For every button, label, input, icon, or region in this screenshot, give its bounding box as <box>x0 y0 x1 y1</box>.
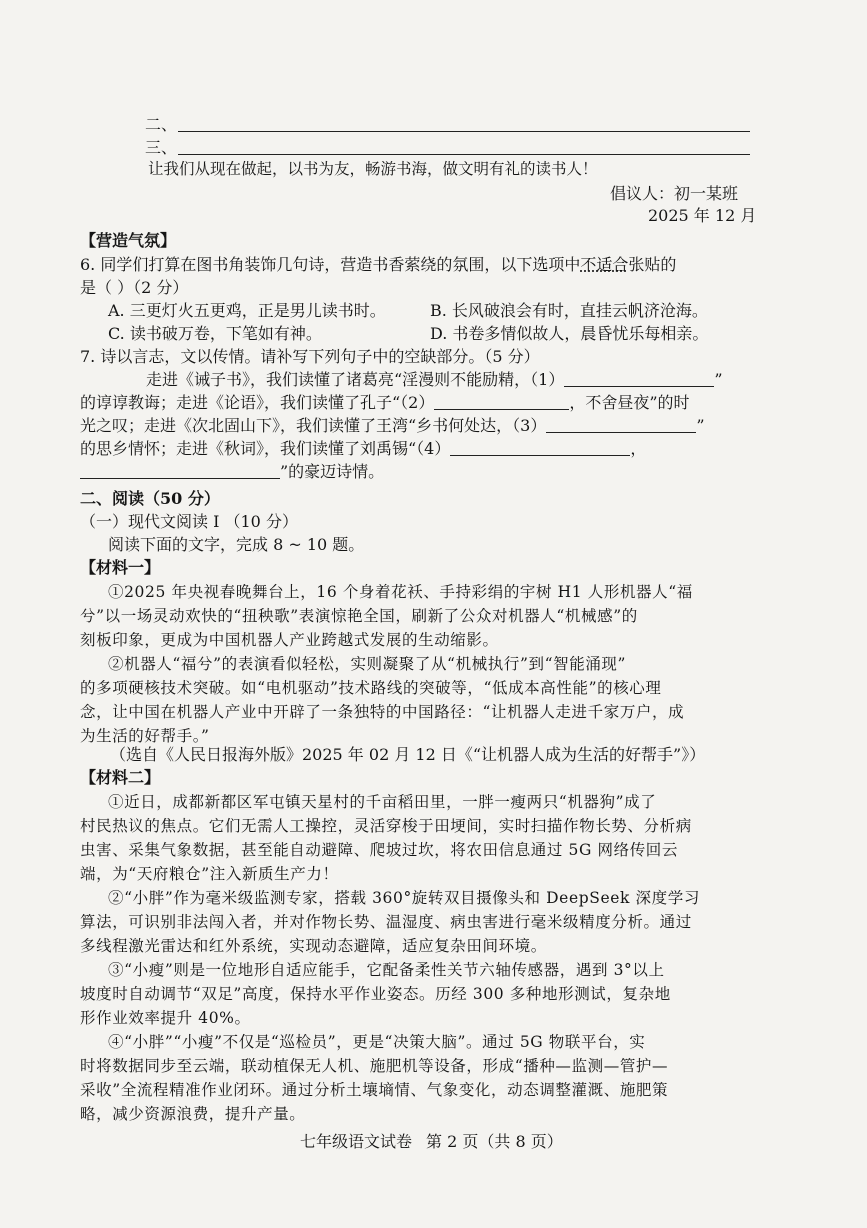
reading-instruction: 阅读下面的文字，完成 8 ~ 10 题。 <box>108 535 365 554</box>
emphasis-not-suitable: 不适合 <box>580 255 629 274</box>
material-2-p4-l3: 采收”全流程精准作业闭环。通过分析土壤墒情、气象变化，动态调整灌溉、施肥策 <box>80 1081 669 1099</box>
section-heading-reading: 二、阅读（50 分） <box>80 489 220 508</box>
question-6-option-d: D. 书卷多情似故人，晨昏忧乐每相亲。 <box>430 324 709 343</box>
question-6-answer-blank[interactable]: 是（ ）（2 分） <box>80 278 189 297</box>
material-1-p1-l3: 刻板印象，更成为中国机器人产业跨越式发展的生动缩影。 <box>80 631 499 649</box>
blank-3[interactable] <box>546 416 696 433</box>
material-2-title: 【材料二】 <box>80 768 161 787</box>
material-2-p2-l1: ②“小胖”作为毫米级监测专家，搭载 360°旋转双目摄像头和 DeepSeek 深度学习 <box>108 889 700 907</box>
question-7-stem: 7. 诗以言志，文以传情。请补写下列句子中的空缺部分。（5 分） <box>80 347 540 366</box>
question-7-line-5: ”的豪迈诗情。 <box>80 461 384 483</box>
material-2-p3-l3: 形作业效率提升 40%。 <box>80 1009 251 1027</box>
question-6-option-a: A. 三更灯火五更鸡，正是男儿读书时。 <box>108 301 386 320</box>
question-7-line-4: 的思乡情怀；走进《秋词》，我们读懂了刘禹锡“（4） ， <box>80 439 647 458</box>
answer-line-3 <box>178 154 750 155</box>
material-2-p3-l2: 坡度时自动调节“双足”高度，保持水平作业姿态。历经 300 多种地形测试，复杂地 <box>80 985 671 1003</box>
blank-4-cont[interactable] <box>80 462 280 479</box>
proposal-signer: 倡议人：初一某班 <box>610 184 739 203</box>
footer-page-number: 第 2 页（共 8 页） <box>426 1132 563 1151</box>
proposal-date: 2025 年 12 月 <box>648 206 757 225</box>
material-2-p2-l2: 算法，可识别非法闯入者，并对作物长势、温湿度、病虫害进行毫米级精度分析。通过 <box>80 913 692 931</box>
material-2-p1-l4: 端，为“天府粮仓”注入新质生产力！ <box>80 865 339 883</box>
question-7-line-2: 的谆谆教诲；走进《论语》，我们读懂了孔子“（2） ，不舍昼夜”的时 <box>80 393 690 412</box>
material-1-p2-l2: 的多项硬核技术突破。如“电机驱动”技术路线的突破等，“低成本高性能”的核心理 <box>80 679 662 697</box>
blank-1[interactable] <box>564 370 714 387</box>
proposal-item-2: 二、 <box>145 115 178 134</box>
answer-line-2 <box>178 131 750 132</box>
question-6-stem: 6. 同学们打算在图书角装饰几句诗，营造书香萦绕的氛围，以下选项中不适合张贴的 <box>80 255 677 274</box>
material-2-p4-l1: ④“小胖”“小瘦”不仅是“巡检员”，更是“决策大脑”。通过 5G 物联平台，实 <box>108 1033 646 1051</box>
proposal-item-3: 三、 <box>145 138 178 157</box>
material-1-p2-l1: ②机器人“福兮”的表演看似轻松，实则凝聚了从“机械执行”到“智能涌现” <box>108 655 627 673</box>
question-7-line-3: 光之叹；走进《次北固山下》，我们读懂了王湾“乡书何处达，（3） ” <box>80 416 705 435</box>
material-2-p1-l2: 村民热议的焦点。它们无需人工操控，灵活穿梭于田埂间，实时扫描作物长势、分析病 <box>80 817 692 835</box>
material-2-p1-l1: ①近日，成都新都区军屯镇天星村的千亩稻田里，一胖一瘦两只“机器狗”成了 <box>108 793 657 811</box>
blank-4[interactable] <box>450 439 630 456</box>
material-1-p2-l4: 为生活的好帮手。” <box>80 727 210 745</box>
proposal-closing: 让我们从现在做起，以书为友，畅游书海，做文明有礼的读书人！ <box>148 160 598 178</box>
reading-subheading: （一）现代文阅读 I （10 分） <box>80 512 298 531</box>
material-2-p4-l4: 略，减少资源浪费，提升产量。 <box>80 1105 306 1123</box>
material-1-source: （选自《人民日报海外版》2025 年 02 月 12 日《“让机器人成为生活的好帮手”》） <box>110 745 706 764</box>
material-2-p3-l1: ③“小瘦”则是一位地形自适应能手，它配备柔性关节六轴传感器，遇到 3°以上 <box>108 961 665 979</box>
question-7-line-1: 走进《诫子书》，我们读懂了诸葛亮“淫漫则不能励精，（1） ” <box>146 370 723 389</box>
material-1-p1-l2: 兮”以一场灵动欢快的“扭秧歌”表演惊艳全国，刷新了公众对机器人“机械感”的 <box>80 607 638 625</box>
material-1-p2-l3: 念，让中国在机器人产业中开辟了一条独特的中国路径：“让机器人走进千家万户，成 <box>80 703 685 721</box>
material-2-p2-l3: 多线程激光雷达和红外系统，实现动态避障，适应复杂田间环境。 <box>80 937 547 955</box>
material-2-p1-l3: 虫害、采集气象数据，甚至能自动避障、爬坡过坎，将农田信息通过 5G 网络传回云 <box>80 841 678 859</box>
material-2-p4-l2: 时将数据同步至云端，联动植保无人机、施肥机等设备，形成“播种—监测—管护— <box>80 1057 669 1075</box>
material-1-title: 【材料一】 <box>80 558 161 577</box>
question-6-option-c: C. 读书破万卷，下笔如有神。 <box>108 324 322 343</box>
footer-exam-name: 七年级语文试卷 <box>300 1132 413 1151</box>
question-6-option-b: B. 长风破浪会有时，直挂云帆济沧海。 <box>430 301 708 320</box>
section-heading-atmosphere: 【营造气氛】 <box>80 231 177 250</box>
material-1-p1-l1: ①2025 年央视春晚舞台上，16 个身着花袄、手持彩绢的宇树 H1 人形机器人“福 <box>108 583 693 601</box>
blank-2[interactable] <box>434 393 569 410</box>
